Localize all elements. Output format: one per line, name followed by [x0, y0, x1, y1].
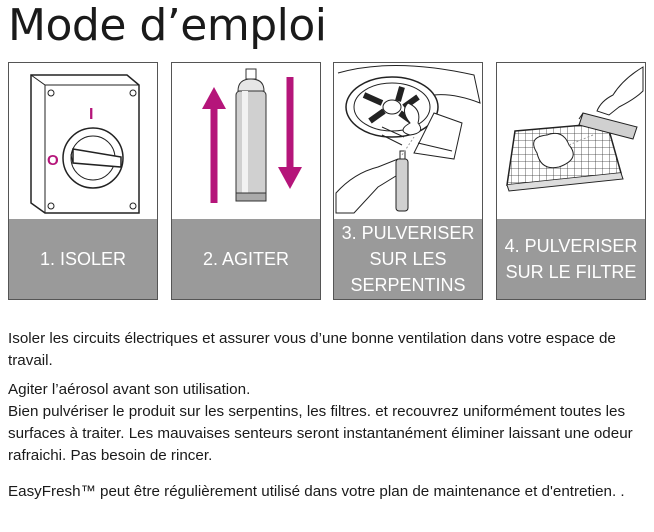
shake-can-illustration: [172, 63, 320, 218]
step-caption: 4. PULVERISER SUR LE FILTRE: [497, 219, 645, 299]
step-card-spray-filter: [496, 62, 646, 300]
step-caption: 1. ISOLER: [9, 219, 157, 299]
switch-on-mark: I: [89, 106, 94, 123]
page-title: Mode d’emploi: [8, 0, 327, 51]
spray-filter-illustration: [497, 63, 645, 218]
step-caption: 2. AGITER: [172, 219, 320, 299]
aerosol-can-icon: [236, 69, 266, 201]
step-card-shake: [171, 62, 321, 300]
instruction-paragraph: [8, 379, 648, 467]
step-caption: 3. PULVERISER SUR LES SERPENTINS: [334, 219, 482, 299]
instruction-line: Bien pulvériser le produit sur les serpentins, les filtres. et recouvrez uniformément toutes les surfaces à traiter. Les mauvaises senteurs seront instantanément éliminer laissant une odeur rafraichi. Pas besoin de rincer.: [8, 403, 633, 464]
instruction-line: Agiter l’aérosol avant son utilisation.: [8, 381, 251, 398]
instruction-paragraph: Isoler les circuits électriques et assurer vous d’une bonne ventilation dans votre espace de travail.: [8, 330, 616, 369]
step-card-spray-coils: [333, 62, 483, 300]
step-card-isolate: [8, 62, 158, 300]
isolator-switch-illustration: [9, 63, 157, 218]
arrow-down-icon: [278, 77, 302, 189]
spray-coils-illustration: [334, 63, 482, 218]
instruction-paragraph: EasyFresh™ peut être régulièrement utilisé dans votre plan de maintenance et d'entretien. .: [8, 483, 625, 500]
arrow-up-icon: [202, 87, 226, 203]
switch-off-mark: O: [47, 152, 59, 169]
